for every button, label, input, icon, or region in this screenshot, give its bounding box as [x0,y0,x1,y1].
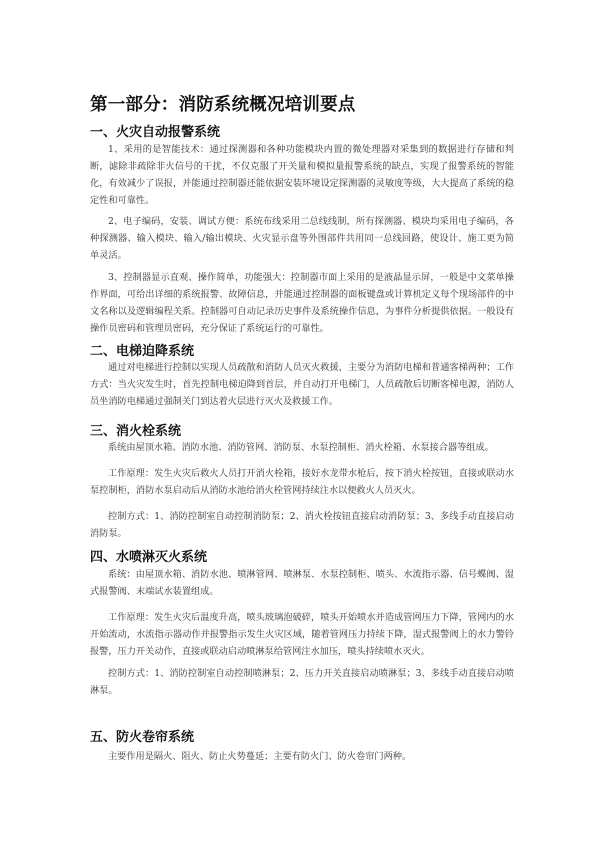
section-heading-fire-alarm: 一、火灾自动报警系统 [90,125,221,140]
paragraph: 主要作用是隔火、阻火、防止火势蔓延；主要有防火门、防火卷帘门两种。 [108,751,412,762]
paragraph: 1、采用的是智能技术：通过探测器和各种功能模块内置的微处理器对采集到的数据进行存储和判断，滤除非疏除非火信号的干扰，不仅克服了开关量和模拟量报警系统的缺点，实现了报警系统的智能化，有效减少了误报，并能通过控制器还能依据安装环境设定探测器的灵敏度等级，大大提高了系统的稳定性和可靠性。 [90,144,514,206]
paragraph: 控制方式：1、消防控制室自动控制喷淋泵；2、压力开关直接启动喷淋泵；3、多线手动直接启动喷淋泵。 [90,668,514,696]
section-heading-hydrant: 三、消火栓系统 [90,424,182,439]
paragraph: 3、控制器显示直观、操作简单，功能强大：控制器市面上采用的是液晶显示屏，一般是中文菜单操作界面，可给出详细的系统报警、故障信息，并能通过控制器的面板键盘或计算机定义每个现场部件的中文名称以及逻辑编程关系。控制器可自动记录历史事件及系统操作信息，为事件分析提供依据。一般设有操作员密码和管理员密码，充分保证了系统运行的可靠性。 [90,272,514,334]
paragraph: 通过对电梯进行控制以实现人员疏散和消防人员灭火救援，主要分为消防电梯和普通客梯两种；工作方式：当火灾发生时，首先控制电梯迫降到首层，并自动打开电梯门，人员疏散后切断客梯电源，消防人员坐消防电梯通过强制关门到达着火层进行灭火及救援工作。 [90,362,514,407]
paragraph: 2、电子编码，安装、调试方便：系统布线采用二总线线制，所有探测器、模块均采用电子编码，各种探测器、输入模块、输入/输出模块、火灾显示盘等外围部件共用同一总线回路，使设计、施工更为简单灵活。 [90,216,514,261]
paragraph: 工作原理：发生火灾后救火人员打开消火栓箱，接好水龙带水枪后，按下消火栓按钮，直接或联动水泵控制柜，消防水泵启动后从消防水池给消火栓管网持续注水以便救火人员灭火。 [90,468,514,496]
paragraph: 系统由屋顶水箱、消防水池、消防管网、消防泵、水泵控制柜、消火栓箱、水泵接合器等组成。 [108,442,494,453]
section-heading-sprinkler: 四、水喷淋灭火系统 [90,550,208,565]
section-heading-elevator: 二、电梯迫降系统 [90,344,195,359]
section-heading-fire-shutter: 五、防火卷帘系统 [90,730,195,745]
paragraph: 工作原理：发生火灾后温度升高，喷头玻璃泡破碎，喷头开始喷水并造成管网压力下降，管网内的水开始流动，水流指示器动作并报警指示发生火灾区域，随着管网压力持续下降，湿式报警阀上的水力警铃报警，压力开关动作，直接或联动启动喷淋泵给管网注水加压，喷头持续喷水灭火。 [90,612,514,657]
page-title: 第一部分：消防系统概况培训要点 [90,95,356,115]
paragraph: 控制方式：1、消防控制室自动控制消防泵；2、消火栓按钮直接启动消防泵；3、多线手动直接启动消防泵。 [90,511,514,539]
paragraph: 系统：由屋顶水箱、消防水池、喷淋管网、喷淋泵、水泵控制柜、喷头、水流指示器、信号蝶阀、湿式报警阀、末端试水装置组成。 [90,569,514,597]
